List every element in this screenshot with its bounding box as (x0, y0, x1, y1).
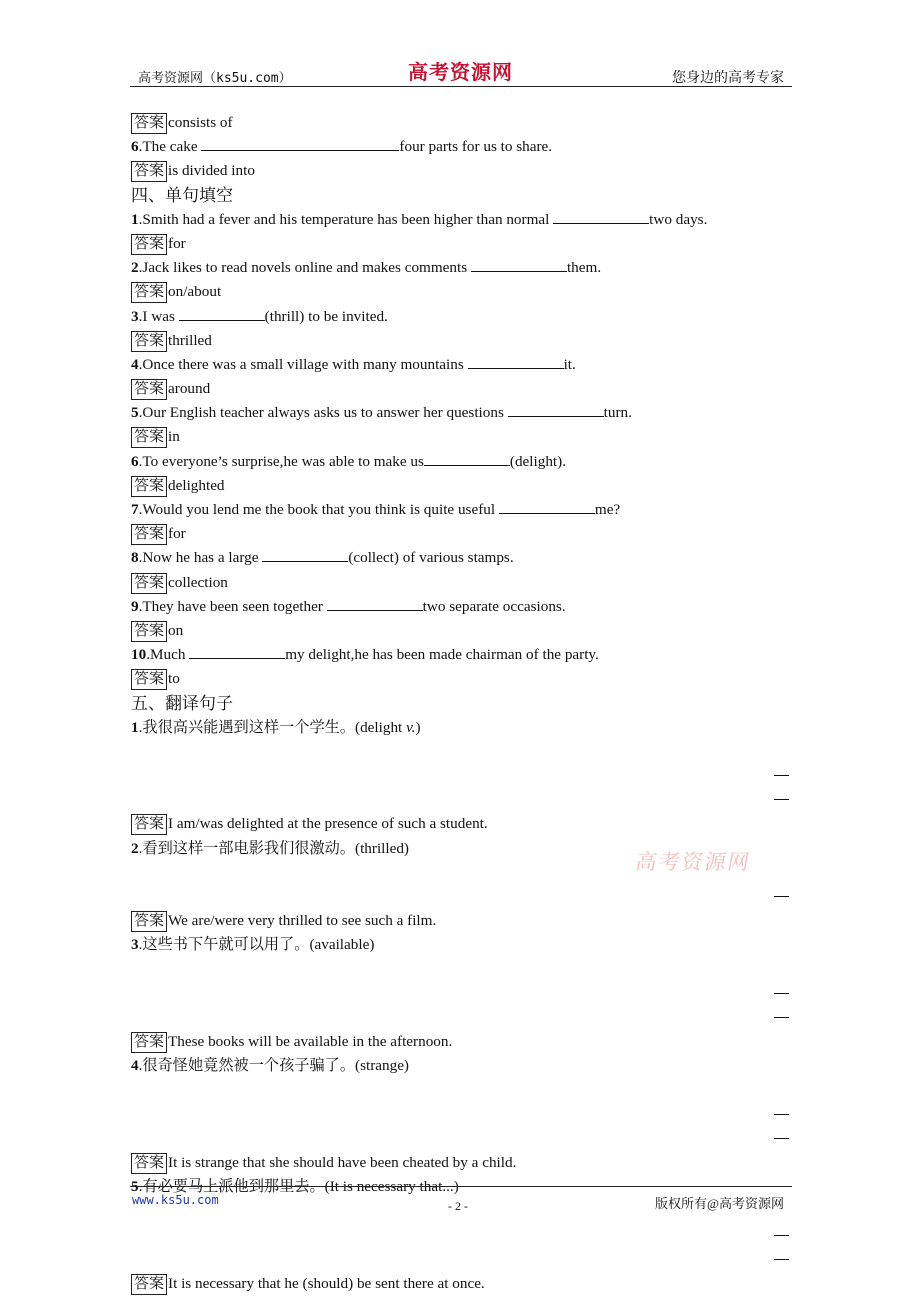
answer-space (131, 1006, 791, 1030)
question-number: 4 (131, 355, 139, 373)
question-number: 9 (131, 597, 139, 615)
answer-row (131, 571, 791, 595)
answer-space (131, 764, 791, 788)
question-number: 3 (131, 307, 139, 325)
prompt-text: .这些书下午就可以用了。(available) (138, 936, 375, 954)
question-text: .I was (138, 307, 179, 325)
question-number: 7 (131, 501, 139, 518)
question-number: 5 (131, 1178, 139, 1196)
answer-text: delighted (168, 476, 225, 494)
answer-space (131, 1248, 791, 1272)
answer-label: 答案 (131, 573, 167, 594)
answer-line (774, 799, 789, 800)
answer-space (131, 740, 791, 764)
answer-text: for (168, 525, 186, 543)
answer-label: 答案 (131, 331, 167, 352)
prompt-text: .很奇怪她竟然被一个孩子骗了。(strange) (138, 1057, 409, 1075)
answer-line (774, 896, 789, 897)
question-text: two separate occasions. (422, 597, 566, 615)
answer-space (131, 788, 791, 812)
question-text: it. (563, 355, 576, 373)
answer-row (131, 377, 791, 401)
question-number: 3 (131, 936, 139, 954)
answer-row (131, 522, 791, 546)
answer-text: on (168, 621, 184, 639)
fill-blank (468, 353, 564, 369)
question-row (131, 353, 791, 377)
answer-label: 答案 (131, 669, 167, 690)
answer-line (774, 993, 789, 994)
question-number: 5 (131, 404, 139, 422)
question-number: 2 (131, 839, 139, 857)
answer-label: 答案 (131, 1153, 167, 1174)
question-number: 6 (131, 138, 139, 156)
question-text: .Our English teacher always asks us to answer her questions (138, 404, 508, 422)
question-row (131, 450, 791, 474)
fill-blank (262, 546, 348, 562)
answer-text: around (168, 380, 211, 398)
answer-space (131, 1224, 791, 1248)
question-text: .The cake (138, 138, 202, 156)
question-row (131, 546, 791, 570)
fill-blank (327, 595, 423, 611)
answer-text: It is necessary that he (should) be sent there at once. (168, 1275, 485, 1292)
question-text: .To everyone’s surprise,he was able to make us (138, 452, 424, 470)
answer-row (131, 280, 791, 304)
answer-label: 答案 (131, 282, 167, 303)
answer-line (774, 1017, 789, 1018)
question-text: four parts for us to share. (399, 138, 553, 156)
answer-label: 答案 (131, 1032, 167, 1053)
question-row (131, 208, 791, 232)
answer-row (131, 425, 791, 449)
question-number: 1 (131, 718, 139, 736)
question-row (131, 135, 791, 159)
answer-row (131, 619, 791, 643)
question-text: two days. (649, 210, 708, 228)
page-number: - 2 - (448, 1199, 468, 1213)
fill-blank (201, 135, 399, 151)
question-number: 10 (131, 646, 147, 664)
question-row (131, 498, 791, 522)
page-header (130, 56, 792, 87)
answer-line (774, 1235, 789, 1236)
answer-text: in (168, 428, 180, 446)
prompt-end: ) (415, 718, 421, 736)
answer-label: 答案 (131, 476, 167, 497)
answer-row (131, 909, 791, 933)
answer-label: 答案 (131, 379, 167, 400)
fill-blank (179, 305, 265, 321)
question-number: 1 (131, 210, 139, 228)
question-text: .Would you lend me the book that you think is quite useful (138, 501, 499, 518)
question-row (131, 256, 791, 280)
question-number: 8 (131, 549, 139, 567)
footer-url[interactable]: www.ks5u.com (132, 1193, 219, 1207)
answer-line (774, 1114, 789, 1115)
header-site-name: 高考资源网（ks5u.com） (138, 71, 292, 86)
answer-label: 答案 (131, 113, 167, 134)
answer-space (131, 1079, 791, 1103)
answer-line (774, 1259, 789, 1260)
answer-text: thrilled (168, 331, 212, 349)
question-text: them. (566, 259, 602, 277)
section-title: 四、单句填空 (131, 185, 233, 206)
fill-blank (471, 256, 567, 272)
answer-line (774, 775, 789, 776)
answer-line (774, 1138, 789, 1139)
answer-text: We are/were very thrilled to see such a film. (168, 912, 437, 930)
answer-text: collection (168, 573, 228, 591)
question-text: (collect) of various stamps. (348, 549, 514, 567)
answer-row (131, 329, 791, 353)
fill-blank (424, 450, 510, 466)
question-text: .Jack likes to read novels online and makes comments (138, 259, 471, 277)
answer-row (131, 159, 791, 183)
question-text: .They have been seen together (138, 597, 327, 615)
answer-text: It is strange that she should have been cheated by a child. (168, 1154, 517, 1172)
answer-space (131, 982, 791, 1006)
question-number: 6 (131, 452, 139, 470)
answer-text: for (168, 234, 186, 252)
answer-row (131, 474, 791, 498)
question-text: .Smith had a fever and his temperature has been higher than normal (138, 210, 554, 228)
fill-blank (189, 643, 285, 659)
question-text: .Once there was a small village with many mountains (138, 355, 468, 373)
answer-row (131, 1272, 791, 1296)
question-row (131, 401, 791, 425)
question-row (131, 643, 791, 667)
prompt-text: .看到这样一部电影我们很激动。(thrilled) (138, 839, 409, 857)
answer-text: to (168, 670, 180, 688)
answer-space (131, 1103, 791, 1127)
question-text: (thrill) to be invited. (264, 307, 388, 325)
answer-label: 答案 (131, 814, 167, 835)
footer-copyright: 版权所有@高考资源网 (655, 1196, 784, 1211)
answer-label: 答案 (131, 161, 167, 182)
answer-label: 答案 (131, 427, 167, 448)
prompt-text: .我很高兴能遇到这样一个学生。(delight (138, 718, 407, 736)
answer-text: I am/was delighted at the presence of such a student. (168, 815, 488, 833)
fill-blank (553, 208, 649, 224)
answer-text: consists of (168, 114, 233, 131)
fill-blank (508, 401, 604, 417)
question-text: me? (594, 501, 621, 518)
answer-label: 答案 (131, 1274, 167, 1295)
header-slogan: 您身边的高考专家 (672, 71, 784, 86)
answer-space (131, 958, 791, 982)
fill-blank (499, 498, 595, 514)
answer-text: is divided into (168, 162, 255, 180)
question-text: turn. (603, 404, 632, 422)
answer-label: 答案 (131, 621, 167, 642)
answer-row (131, 1030, 791, 1054)
answer-label: 答案 (131, 524, 167, 545)
answer-text: on/about (168, 283, 222, 301)
translation-prompt (131, 933, 791, 957)
question-text: .Much (146, 646, 190, 664)
prompt-italic: v. (406, 718, 416, 736)
answer-label: 答案 (131, 234, 167, 255)
question-row (131, 305, 791, 329)
question-number: 4 (131, 1057, 139, 1075)
question-text: .Now he has a large (138, 549, 263, 567)
question-text: (delight). (509, 452, 566, 470)
worksheet-content (131, 111, 791, 1296)
prompt-text: .有必要马上派他到那里去。(It is necessary that...) (138, 1178, 459, 1196)
answer-row (131, 111, 791, 135)
section-title: 五、翻译句子 (131, 693, 233, 714)
answer-row (131, 232, 791, 256)
question-text: my delight,he has been made chairman of the party. (285, 646, 599, 664)
translation-prompt (131, 1054, 791, 1078)
translation-prompt (131, 716, 791, 740)
answer-row (131, 667, 791, 691)
answer-text: These books will be available in the afternoon. (168, 1033, 453, 1051)
answer-row (131, 812, 791, 836)
watermark: 高考资源网 (633, 850, 753, 874)
header-logo: 高考资源网 (408, 60, 513, 84)
answer-row (131, 1151, 791, 1175)
answer-space (131, 1127, 791, 1151)
answer-space (131, 885, 791, 909)
answer-label: 答案 (131, 911, 167, 932)
question-row (131, 595, 791, 619)
question-number: 2 (131, 259, 139, 277)
